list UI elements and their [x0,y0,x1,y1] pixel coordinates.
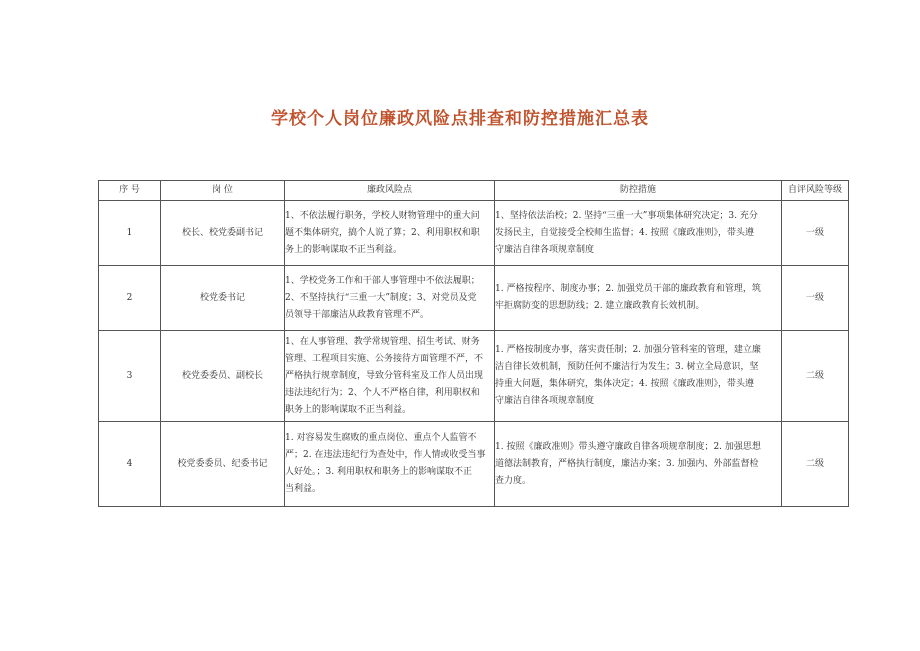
row-index: 4 [99,422,161,507]
measure-line: 发扬民主，自觉接受全校师生监督；4. 按照《廉政准则》，带头遵 [495,227,754,238]
row-level: 一级 [782,266,849,331]
measure-line: 牢拒腐防变的思想防线；2. 建立廉政教育长效机制。 [495,301,705,311]
risk-line: 职务上的影响谋取不正当利益。 [285,404,412,415]
row-level: 二级 [782,331,849,422]
row-post: 校长、校党委副书记 [161,201,285,266]
table-row [99,201,849,266]
row-post: 校党委委员、副校长 [161,331,285,422]
header-post: 岗 位 [161,181,285,201]
risk-line: 1、学校党务工作和干部人事管理中不依法履职； [285,275,480,286]
risk-line: 严；2. 在违法违纪行为查处中，作人情或收受当事 [285,450,486,460]
risk-line: 题不集体研究，搞个人说了算；2、利用职权和职 [285,227,480,238]
measure-line: 守廉洁自律各项规章制度 [495,396,595,406]
table-row [99,422,849,507]
risk-line: 1、不依法履行职务，学校人财物管理中的重大问 [285,210,480,221]
row-measures [495,331,782,422]
measure-line: 查力度。 [495,475,532,486]
header-risk: 廉政风险点 [285,181,495,201]
row-level: 二级 [782,422,849,507]
row-measures [495,266,782,331]
row-post: 校党委书记 [161,266,285,331]
row-index: 1 [99,201,161,266]
row-post: 校党委委员、纪委书记 [161,422,285,507]
risk-line: 当利益。 [285,484,322,494]
row-measures [495,201,782,266]
row-index: 3 [99,331,161,422]
risk-line: 务上的影响谋取不正当利益。 [285,244,403,255]
measure-line: 持重大问题，集体研究，集体决定；4. 按照《廉政准则》，带头遵 [495,379,754,389]
measure-line: 守廉洁自律各项规章制度 [495,244,595,255]
measure-line: 1. 按照《廉政准则》带头遵守廉政自律各项规章制度；2. 加强思想 [495,441,761,452]
measure-line: 1、坚持依法治校；2. 坚持“三重一大”事项集体研究决定；3. 充分 [495,210,758,221]
row-measures [495,422,782,507]
row-risk [285,422,495,507]
risk-line: 1. 对容易发生腐败的重点岗位、重点个人监管不 [285,433,477,443]
risk-line: 2、不坚持执行“三重一大”制度；3、对党员及党 [285,292,477,303]
risk-line: 违法违纪行为；2、个人不严格自律，利用职权和 [285,387,480,398]
table-header-row [99,181,849,201]
risk-line: 员领导干部廉洁从政教育管理不严。 [285,309,430,320]
page-title: 学校个人岗位廉政风险点排查和防控措施汇总表 [271,109,649,129]
table-row [99,331,849,422]
row-level: 一级 [782,201,849,266]
risk-line: 管理、工程项目实施、公务接待方面管理不严，不 [285,353,484,364]
row-risk [285,331,495,422]
row-risk [285,266,495,331]
table-row [99,266,849,331]
risk-summary-table [98,180,849,507]
header-measures: 防控措施 [495,181,782,201]
risk-line: 严格执行规章制度，导致分管科室及工作人员出现 [285,370,484,381]
header-level: 自评风险等级 [782,181,849,201]
row-risk [285,201,495,266]
measure-line: 洁自律长效机制，预防任何不廉洁行为发生；3. 树立全局意识，坚 [495,362,759,372]
row-index: 2 [99,266,161,331]
risk-line: 人好处。；3. 利用职权和职务上的影响谋取不正 [285,467,472,477]
risk-line: 1、在人事管理、教学常规管理、招生考试、财务 [285,336,480,347]
header-index: 序 号 [99,181,161,201]
measure-line: 1. 严格按制度办事，落实责任制；2. 加强分管科室的管理，建立廉 [495,345,761,355]
measure-line: 1. 严格按程序、制度办事；2. 加强党员干部的廉政教育和管理，筑 [495,284,761,294]
measure-line: 道德法制教育，严格执行制度，廉洁办案；3. 加强内、外部监督检 [495,458,759,469]
